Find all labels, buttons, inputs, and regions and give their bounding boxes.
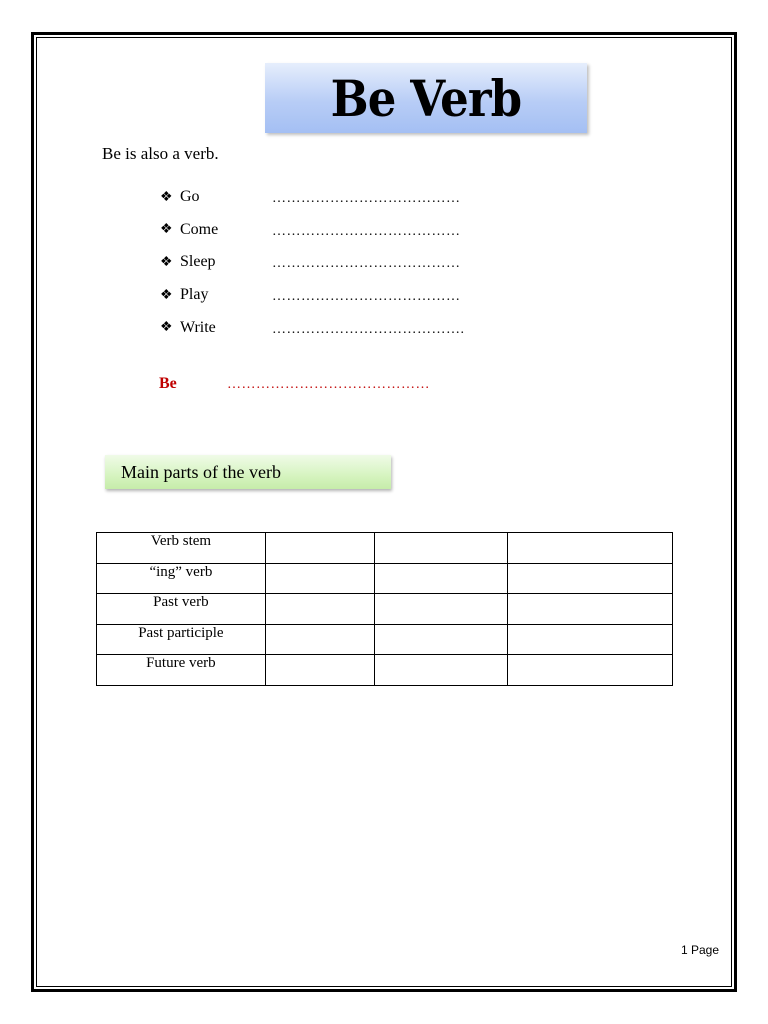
diamond-bullet-icon: ❖ (160, 287, 173, 303)
table-cell (374, 624, 508, 655)
table-cell (508, 655, 673, 686)
page-title: Be Verb (330, 68, 522, 128)
table-cell (374, 655, 508, 686)
table-cell (265, 594, 374, 625)
list-item (160, 279, 465, 312)
list-item (160, 214, 465, 247)
be-label: Be (159, 375, 177, 392)
table-cell (265, 563, 374, 594)
section-heading: Main parts of the verb (105, 455, 391, 489)
page-border-inner (36, 37, 732, 987)
blank-line: …………………………………. (272, 321, 465, 337)
be-row (159, 375, 430, 393)
table-cell (265, 655, 374, 686)
table-row (97, 655, 673, 686)
table-cell (508, 594, 673, 625)
table-cell (374, 563, 508, 594)
diamond-bullet-icon: ❖ (160, 222, 173, 238)
page-number: 1 Page (681, 943, 720, 957)
table-cell (508, 533, 673, 564)
table-cell (508, 563, 673, 594)
table-cell (265, 624, 374, 655)
blank-line: ………………………………… (272, 191, 461, 207)
word-write: Write (180, 318, 216, 336)
table-row (97, 563, 673, 594)
row-label-past-participle: Past participle (97, 624, 266, 655)
blank-line: ………………………………… (272, 256, 461, 272)
blank-line: ………………………………… (272, 223, 461, 239)
table-cell (374, 594, 508, 625)
table-cell (374, 533, 508, 564)
list-item (160, 246, 465, 279)
diamond-bullet-icon: ❖ (160, 254, 173, 270)
row-label-ing-verb: “ing” verb (97, 563, 266, 594)
be-blank-line: …………………………………… (227, 377, 430, 392)
table-row (97, 533, 673, 564)
title-box (265, 63, 587, 133)
word-play: Play (180, 286, 209, 304)
diamond-bullet-icon: ❖ (160, 320, 173, 336)
row-label-future-verb: Future verb (97, 655, 266, 686)
list-item (160, 311, 465, 344)
word-sleep: Sleep (180, 253, 216, 271)
word-come: Come (180, 220, 219, 238)
table-cell (265, 533, 374, 564)
table-cell (508, 624, 673, 655)
table-row (97, 624, 673, 655)
word-list (160, 181, 465, 344)
diamond-bullet-icon: ❖ (160, 189, 173, 205)
blank-line: ………………………………… (272, 289, 461, 305)
list-item (160, 181, 465, 214)
intro-text: Be is also a verb. (102, 144, 219, 163)
table-row (97, 594, 673, 625)
verb-parts-table (96, 532, 673, 686)
row-label-past-verb: Past verb (97, 594, 266, 625)
row-label-verb-stem: Verb stem (97, 533, 266, 564)
word-go: Go (180, 188, 200, 206)
